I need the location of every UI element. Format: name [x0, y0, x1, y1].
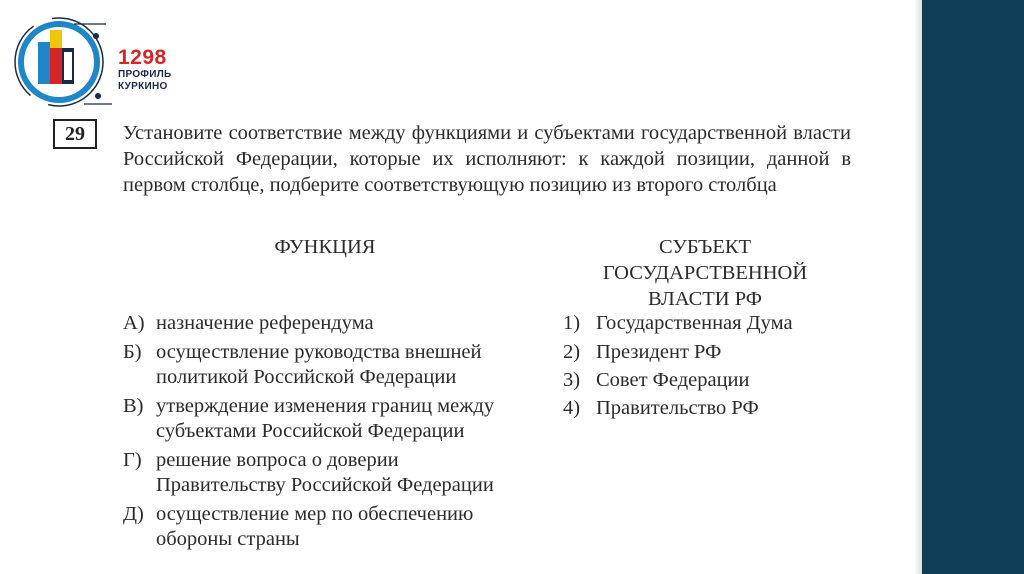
function-text: решение вопроса о доверии: [156, 449, 399, 471]
function-item: [123, 502, 543, 552]
subjects-column-title: [580, 234, 830, 312]
logo-emblem-icon: [14, 14, 114, 114]
logo-line-1: ПРОФИЛЬ: [118, 69, 172, 80]
subject-label: 3): [563, 369, 581, 391]
function-label: А): [123, 312, 145, 334]
function-text: Правительству Российской Федерации: [156, 474, 494, 496]
functions-column-title: ФУНКЦИЯ: [274, 236, 376, 258]
function-label: Г): [123, 449, 142, 471]
subject-text: Правительство РФ: [596, 397, 759, 419]
subject-item: [563, 340, 863, 365]
function-label: Б): [123, 341, 142, 363]
subject-text: Совет Федерации: [596, 369, 750, 391]
subject-text: Президент РФ: [596, 341, 722, 363]
function-text: политикой Российской Федерации: [156, 366, 457, 388]
logo-number: 1298: [118, 46, 167, 69]
school-logo: [14, 14, 184, 114]
function-label: Д): [123, 503, 144, 525]
function-label: В): [123, 395, 144, 417]
subjects-title-line-2: ГОСУДАРСТВЕННОЙ: [602, 262, 808, 284]
task-prompt: Установите соответствие между функциями и субъектами государственной власти Российской Федерации, которые их исполняют: к каждой позиции, данной в первом столбце, подберите соответствующую позицию из второго столбца: [123, 122, 851, 196]
subject-item: [563, 368, 863, 393]
function-text: субъектами Российской Федерации: [156, 420, 465, 442]
function-text: осуществление мер по обеспечению: [156, 503, 474, 525]
subjects-title-line-1: СУБЪЕКТ: [658, 236, 752, 258]
function-item: [123, 394, 543, 444]
function-text: обороны страны: [156, 528, 300, 550]
subjects-title-line-3: ВЛАСТИ РФ: [648, 288, 762, 310]
subject-label: 2): [563, 341, 581, 363]
task-number: 29: [53, 119, 97, 149]
subject-item: [563, 311, 863, 336]
function-item: [123, 311, 543, 336]
function-text: утверждение изменения границ между: [156, 395, 495, 417]
function-text: осуществление руководства внешней: [156, 341, 482, 363]
function-text: назначение референдума: [156, 312, 374, 334]
subject-text: Государственная Дума: [596, 312, 793, 334]
function-item: [123, 340, 543, 390]
function-item: [123, 448, 543, 498]
right-panel-shadow: [914, 0, 922, 574]
subject-label: 4): [563, 397, 581, 419]
subject-item: [563, 396, 863, 421]
logo-line-2: КУРКИНО: [118, 81, 168, 92]
right-side-band: [922, 0, 1024, 574]
subject-label: 1): [563, 312, 581, 334]
